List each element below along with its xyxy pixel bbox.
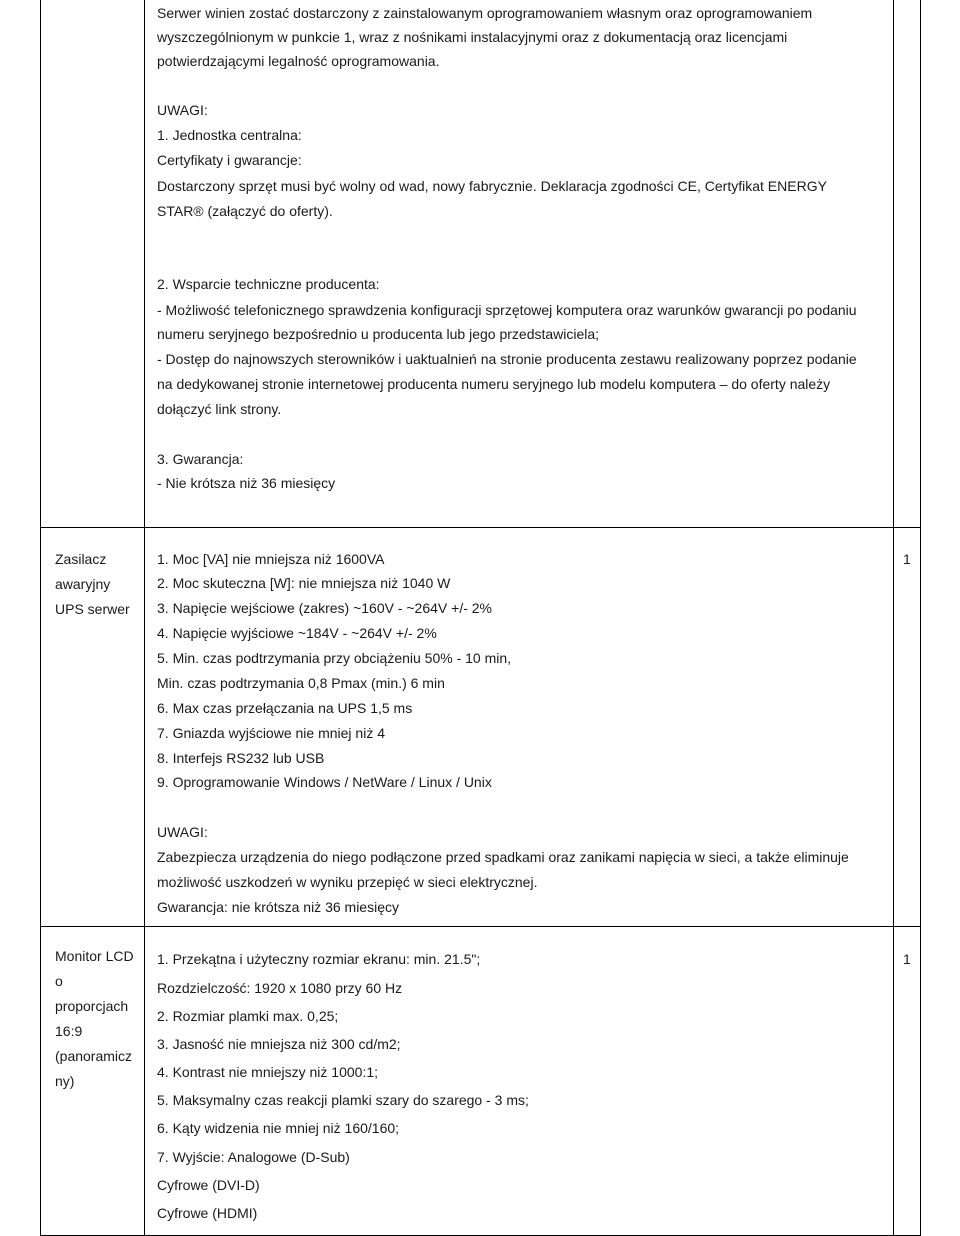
spec-line: możliwość uszkodzeń w wyniku przepięć w sieci elektrycznej. <box>157 874 538 890</box>
spec-line: 4. Napięcie wyjściowe ~184V - ~264V +/- 2% <box>157 625 437 641</box>
spec-line: STAR® (załączyć do oferty). <box>157 203 333 219</box>
spec-line: Cyfrowe (DVI-D) <box>157 1177 260 1193</box>
item-name-line: ny) <box>55 1073 75 1089</box>
spec-line: Certyfikaty i gwarancje: <box>157 152 302 168</box>
spec-line: 3. Gwarancja: <box>157 451 244 467</box>
spec-line: potwierdzającymi legalność oprogramowania. <box>157 53 440 69</box>
spec-line: 2. Wsparcie techniczne producenta: <box>157 276 380 292</box>
spec-line: - Dostęp do najnowszych sterowników i uaktualnień na stronie producenta zestawu realizowany poprzez podanie <box>157 351 857 367</box>
spec-line: 7. Gniazda wyjściowe nie mniej niż 4 <box>157 725 385 741</box>
spec-line: 6. Max czas przełączania na UPS 1,5 ms <box>157 700 413 716</box>
spec-line: 1. Jednostka centralna: <box>157 127 302 143</box>
spec-line: 1. Przekątna i użyteczny rozmiar ekranu: min. 21.5"; <box>157 951 481 967</box>
spec-line: na dedykowanej stronie internetowej producenta numeru seryjnego lub modelu komputera – do oferty należy <box>157 376 831 392</box>
table-border-right <box>920 0 921 1236</box>
spec-line: 8. Interfejs RS232 lub USB <box>157 750 325 766</box>
spec-line: 7. Wyjście: Analogowe (D-Sub) <box>157 1149 350 1165</box>
quantity-value: 1 <box>903 551 911 567</box>
spec-line: 3. Napięcie wejściowe (zakres) ~160V - ~264V +/- 2% <box>157 600 492 616</box>
table-border-left <box>40 0 41 1236</box>
item-name-line: Zasilacz <box>55 551 107 567</box>
column-divider-spec <box>893 0 894 1236</box>
item-name-line: UPS serwer <box>55 601 130 617</box>
spec-line: 2. Rozmiar plamki max. 0,25; <box>157 1008 339 1024</box>
spec-line: dołączyć link strony. <box>157 401 282 417</box>
spec-line: Rozdzielczość: 1920 x 1080 przy 60 Hz <box>157 980 403 996</box>
remarks-heading: UWAGI: <box>157 824 208 840</box>
spec-line: 1. Moc [VA] nie mniejsza niż 1600VA <box>157 551 385 567</box>
spec-line: Dostarczony sprzęt musi być wolny od wad, nowy fabrycznie. Deklaracja zgodności CE, Certyfikat ENERGY <box>157 178 827 194</box>
spec-line: 5. Maksymalny czas reakcji plamki szary do szarego - 3 ms; <box>157 1092 529 1108</box>
spec-line: - Nie krótsza niż 36 miesięcy <box>157 475 336 491</box>
spec-line: wyszczególnionym w punkcie 1, wraz z nośnikami instalacyjnymi oraz z dokumentacją oraz licencjami <box>157 29 788 45</box>
spec-line: 3. Jasność nie mniejsza niż 300 cd/m2; <box>157 1036 401 1052</box>
spec-line: Zabezpiecza urządzenia do niego podłączone przed spadkami oraz zanikami napięcia w sieci, a także eliminuje <box>157 849 849 865</box>
item-name-line: o <box>55 973 63 989</box>
item-name-line: awaryjny <box>55 576 111 592</box>
spec-line: Cyfrowe (HDMI) <box>157 1205 258 1221</box>
spec-line: 6. Kąty widzenia nie mniej niż 160/160; <box>157 1120 400 1136</box>
quantity-value: 1 <box>903 951 911 967</box>
item-name-line: 16:9 <box>55 1023 83 1039</box>
spec-line: Min. czas podtrzymania 0,8 Pmax (min.) 6 min <box>157 675 445 691</box>
spec-line: 4. Kontrast nie mniejszy niż 1000:1; <box>157 1064 379 1080</box>
item-name-line: (panoramicz <box>55 1048 133 1064</box>
remarks-heading: UWAGI: <box>157 102 208 118</box>
spec-line: 5. Min. czas podtrzymania przy obciążeniu 50% - 10 min, <box>157 650 512 666</box>
spec-line: 2. Moc skuteczna [W]: nie mniejsza niż 1040 W <box>157 575 451 591</box>
spec-line: - Możliwość telefonicznego sprawdzenia konfiguracji sprzętowej komputera oraz warunków gwarancji po podaniu <box>157 302 857 318</box>
item-name-line: proporcjach <box>55 998 129 1014</box>
spec-line: 9. Oprogramowanie Windows / NetWare / Linux / Unix <box>157 774 492 790</box>
spec-line: Serwer winien zostać dostarczony z zainstalowanym oprogramowaniem własnym oraz oprogramowaniem <box>157 5 813 21</box>
row-divider-1 <box>40 527 920 528</box>
spec-line: Gwarancja: nie krótsza niż 36 miesięcy <box>157 899 399 915</box>
row-divider-2 <box>40 926 920 927</box>
item-name-line: Monitor LCD <box>55 948 134 964</box>
spec-line: numeru seryjnego bezpośrednio u producenta lub jego przedstawiciela; <box>157 326 600 342</box>
column-divider-name <box>144 0 145 1236</box>
